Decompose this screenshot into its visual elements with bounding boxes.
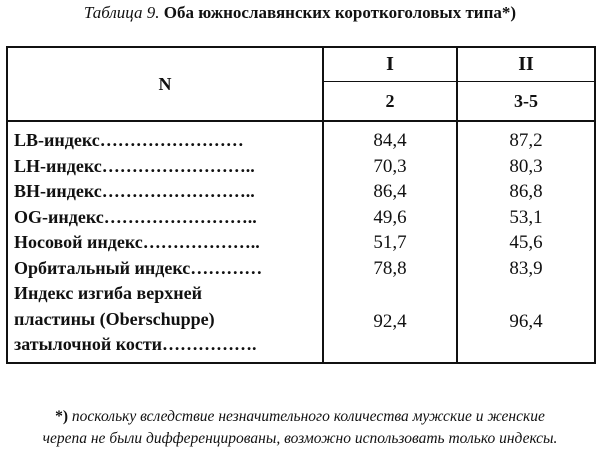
row-value-col1: 84,4 bbox=[323, 121, 457, 154]
table-row bbox=[7, 256, 595, 282]
row-value-col2: 87,2 bbox=[509, 130, 543, 151]
footnote-mark: *) bbox=[55, 408, 69, 425]
row-label: Орбитальный индекс………… bbox=[7, 256, 323, 282]
table-row bbox=[7, 205, 595, 231]
row-label-multiline bbox=[7, 281, 323, 363]
table-caption bbox=[0, 2, 600, 24]
row-label-line: затылочной кости……………. bbox=[14, 334, 257, 354]
row-value-col1: 86,4 bbox=[323, 179, 457, 205]
row-value-col1: 78,8 bbox=[323, 256, 457, 282]
table-row bbox=[7, 179, 595, 205]
row-value-col1: 49,6 bbox=[323, 205, 457, 231]
row-value-col2: 86,8 bbox=[509, 181, 543, 202]
caption-title: Оба южнославянских короткоголовых типа*) bbox=[163, 3, 517, 22]
footnote bbox=[0, 406, 600, 450]
row-label-line: пластины (Oberschuppe) bbox=[14, 308, 215, 329]
header-col1-bottom: 2 bbox=[323, 82, 457, 121]
row-label: Носовой индекс……………….. bbox=[7, 230, 323, 256]
caption-label: Таблица 9. bbox=[83, 3, 160, 22]
row-label: OG-индекс…………………….. bbox=[7, 205, 323, 231]
header-n: N bbox=[7, 47, 323, 121]
row-value-col2: 83,9 bbox=[509, 257, 543, 279]
row-label-line: Индекс изгиба верхней bbox=[14, 283, 202, 303]
row-label: BH-индекс…………………….. bbox=[7, 179, 323, 205]
table-row bbox=[7, 281, 595, 363]
row-value-col2: 96,4 bbox=[509, 310, 543, 332]
footnote-line bbox=[0, 406, 600, 428]
header-col2-bottom: 3-5 bbox=[457, 82, 595, 121]
index-table bbox=[6, 46, 596, 364]
table-row bbox=[7, 121, 595, 154]
row-value-col2: 45,6 bbox=[509, 232, 543, 253]
row-value-col2: 80,3 bbox=[509, 155, 543, 177]
header-col2-top: II bbox=[457, 47, 595, 82]
row-label: LH-индекс…………………….. bbox=[7, 154, 323, 180]
row-value-col1: 70,3 bbox=[323, 154, 457, 180]
row-value-col1: 92,4 bbox=[323, 281, 457, 363]
header-col1-top: I bbox=[323, 47, 457, 82]
footnote-text: поскольку вследствие незначительного количества мужские и женские bbox=[71, 408, 545, 425]
table-row bbox=[7, 154, 595, 180]
header-row-top bbox=[7, 47, 595, 82]
row-value-col1: 51,7 bbox=[323, 230, 457, 256]
row-value-col2: 53,1 bbox=[509, 206, 543, 228]
footnote-line: черепа не были дифференцированы, возможно использовать только индексы. bbox=[42, 430, 558, 447]
row-label: LB-индекс…………………… bbox=[7, 121, 323, 154]
table-row bbox=[7, 230, 595, 256]
